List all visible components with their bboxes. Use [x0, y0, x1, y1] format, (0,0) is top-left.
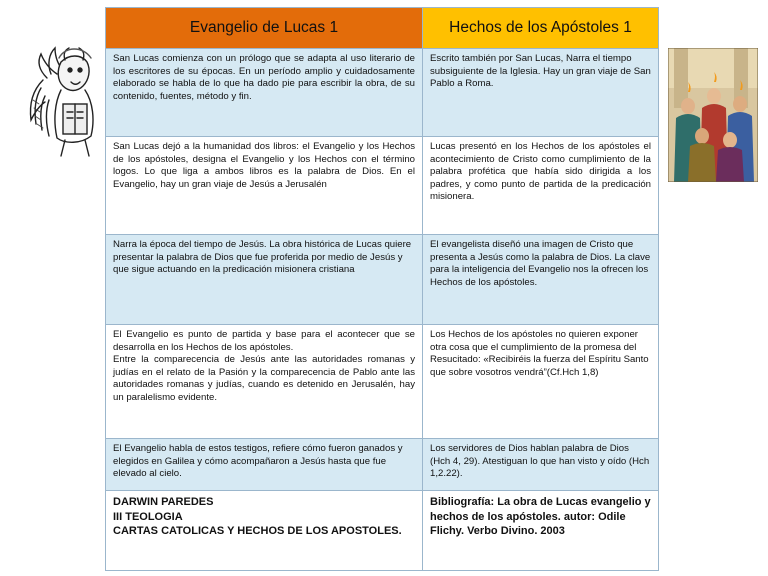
- table-row: [106, 235, 659, 325]
- cell-paragraph: Entre la comparecencia de Jesús ante las autoridades romanas y judías en el relato de la Pasión y la comparecencia de Pablo ante las autoridades romanas y judías, cuando es detenido en Jerusalén, hay un paralelismo evidente.: [113, 354, 415, 403]
- header-evangelio: Evangelio de Lucas 1: [106, 8, 423, 49]
- cell-hechos: Los servidores de Dios hablan palabra de Dios (Hch 4, 29). Atestiguan lo que han visto y oído (Hch 1,2.22).: [423, 439, 659, 491]
- author-name: DARWIN PAREDES: [113, 496, 214, 508]
- table-footer-row: [106, 491, 659, 571]
- cell-paragraph: El Evangelio es punto de partida y base para el acontecer que se desarrolla en los Hechos de los apóstoles.: [113, 329, 415, 353]
- cell-hechos: El evangelista diseñó una imagen de Cristo que presenta a Jesús como la palabra de Dios. La clave para la inteligencia del Evangelio nos la ofrecen los Hechos de los apóstoles.: [423, 235, 659, 325]
- table-row: [106, 49, 659, 137]
- table-row: [106, 137, 659, 235]
- cell-hechos: Lucas presentó en los Hechos de los apóstoles el acontecimiento de Cristo como cumplimiento de la palabra profética que había sido dirigida a los padres, y como punto de partida de la predicación misionera.: [423, 137, 659, 235]
- table-row: [106, 439, 659, 491]
- author-info-cell: [106, 491, 423, 571]
- comparison-table: [105, 7, 659, 571]
- pentecost-painting: [668, 48, 758, 182]
- cell-evangelio: San Lucas dejó a la humanidad dos libros: el Evangelio y los Hechos de los apóstoles, designa el Evangelio y los Hechos con el término logos. Lo que liga a ambos libros es la palabra de Dios. En el Evangelio, hay un gran viaje de Jesús a Jerusalén: [106, 137, 423, 235]
- author-course: III TEOLOGIA: [113, 510, 183, 523]
- cell-evangelio: Narra la época del tiempo de Jesús. La obra histórica de Lucas quiere presentar la palabra de Dios que fue proferida por medio de Jesús y que sigue actuando en la predicación misionera cristiana: [106, 235, 423, 325]
- header-hechos: Hechos de los Apóstoles 1: [423, 8, 659, 49]
- comparison-table-container: [105, 7, 658, 571]
- table-row: [106, 325, 659, 439]
- author-subject: CARTAS CATOLICAS Y HECHOS DE LOS APOSTOLES.: [113, 525, 402, 537]
- cell-hechos: Los Hechos de los apóstoles no quieren exponer otra cosa que el cumplimiento de la promesa del Resucitado: «Recibiréis la fuerza del Espíritu Santo que sobre vosotros vendrá”(Cf.Hch 1,8): [423, 325, 659, 439]
- cell-hechos: Escrito también por San Lucas, Narra el tiempo subsiguiente de la Iglesia. Hay un gran viaje de San Pablo a Roma.: [423, 49, 659, 137]
- cell-evangelio: [106, 325, 423, 439]
- cell-evangelio: San Lucas comienza con un prólogo que se adapta al uso literario de los escritores de su épocas. En un período amplio y cuidadosamente elaborado se habla de lo que ha dado pie para escribir la obra, de su contenido, fuentes, método y fin.: [106, 49, 423, 137]
- bibliography-cell: Bibliografía: La obra de Lucas evangelio y hechos de los apóstoles. autor: Odile Flichy. Verbo Divino. 2003: [423, 491, 659, 571]
- winged-ox-illustration: [25, 40, 105, 160]
- cell-evangelio: El Evangelio habla de estos testigos, refiere cómo fueron ganados y elegidos en Galilea y cómo acompañaron a Jesús hasta que fue elevado al cielo.: [106, 439, 423, 491]
- table-header-row: [106, 8, 659, 49]
